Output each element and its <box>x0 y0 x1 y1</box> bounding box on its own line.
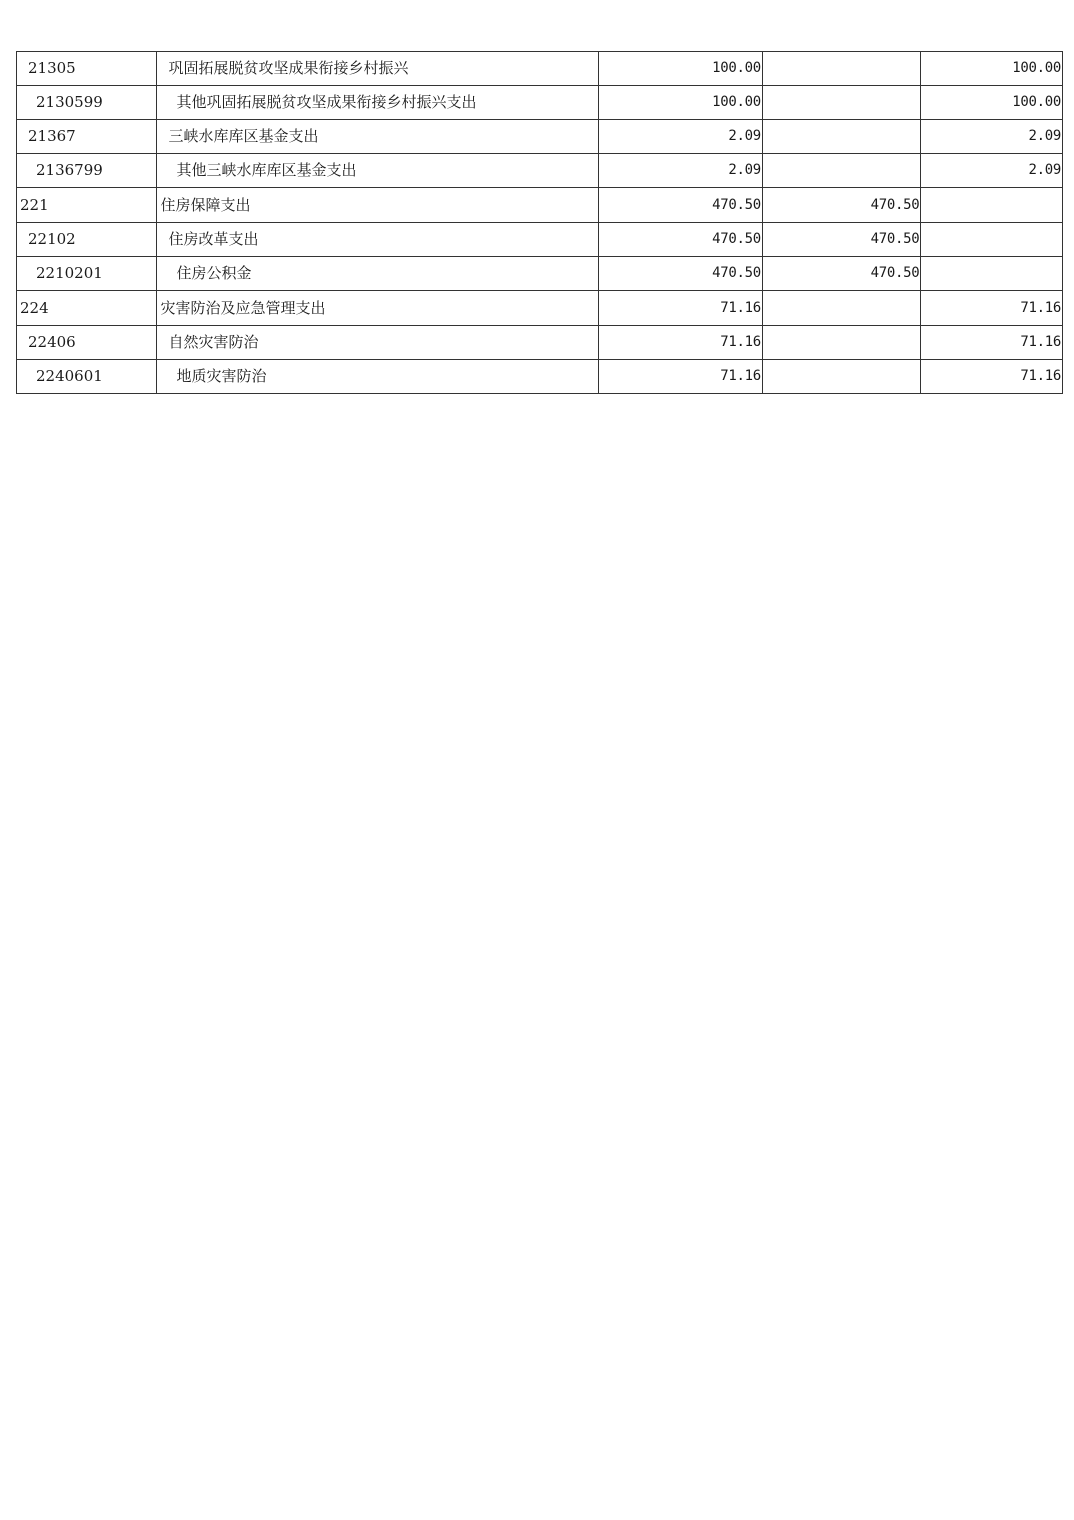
basic-expenditure-cell <box>762 52 921 86</box>
total-amount-cell: 100.00 <box>599 86 763 120</box>
subject-code-cell: 221 <box>17 188 157 223</box>
budget-expenditure-table <box>16 51 1063 394</box>
basic-expenditure-cell <box>762 360 921 394</box>
subject-name-cell: 其他巩固拓展脱贫攻坚成果衔接乡村振兴支出 <box>156 86 599 120</box>
project-expenditure-cell: 71.16 <box>921 326 1063 360</box>
table-row <box>17 257 1063 291</box>
project-expenditure-cell: 71.16 <box>921 291 1063 326</box>
basic-expenditure-cell <box>762 86 921 120</box>
table-row <box>17 154 1063 188</box>
table-row <box>17 188 1063 223</box>
table-row <box>17 52 1063 86</box>
project-expenditure-cell: 71.16 <box>921 360 1063 394</box>
total-amount-cell: 2.09 <box>599 120 763 154</box>
table-row <box>17 360 1063 394</box>
table-row <box>17 120 1063 154</box>
project-expenditure-cell <box>921 223 1063 257</box>
table-row <box>17 326 1063 360</box>
basic-expenditure-cell: 470.50 <box>762 257 921 291</box>
subject-name-cell: 住房改革支出 <box>156 223 599 257</box>
project-expenditure-cell: 2.09 <box>921 120 1063 154</box>
subject-code-cell: 2130599 <box>17 86 157 120</box>
subject-code-cell: 2210201 <box>17 257 157 291</box>
basic-expenditure-cell <box>762 326 921 360</box>
subject-name-cell: 灾害防治及应急管理支出 <box>156 291 599 326</box>
table-row <box>17 223 1063 257</box>
basic-expenditure-cell <box>762 154 921 188</box>
subject-code-cell: 21367 <box>17 120 157 154</box>
project-expenditure-cell: 2.09 <box>921 154 1063 188</box>
table-row <box>17 86 1063 120</box>
subject-code-cell: 2240601 <box>17 360 157 394</box>
total-amount-cell: 100.00 <box>599 52 763 86</box>
subject-code-cell: 21305 <box>17 52 157 86</box>
project-expenditure-cell <box>921 188 1063 223</box>
basic-expenditure-cell <box>762 120 921 154</box>
total-amount-cell: 71.16 <box>599 360 763 394</box>
subject-name-cell: 自然灾害防治 <box>156 326 599 360</box>
basic-expenditure-cell: 470.50 <box>762 223 921 257</box>
subject-name-cell: 住房公积金 <box>156 257 599 291</box>
table-body <box>17 52 1063 394</box>
project-expenditure-cell: 100.00 <box>921 86 1063 120</box>
basic-expenditure-cell <box>762 291 921 326</box>
subject-name-cell: 住房保障支出 <box>156 188 599 223</box>
subject-code-cell: 224 <box>17 291 157 326</box>
total-amount-cell: 470.50 <box>599 223 763 257</box>
subject-name-cell: 巩固拓展脱贫攻坚成果衔接乡村振兴 <box>156 52 599 86</box>
total-amount-cell: 470.50 <box>599 257 763 291</box>
project-expenditure-cell <box>921 257 1063 291</box>
table-row <box>17 291 1063 326</box>
subject-code-cell: 22102 <box>17 223 157 257</box>
subject-name-cell: 地质灾害防治 <box>156 360 599 394</box>
subject-name-cell: 其他三峡水库库区基金支出 <box>156 154 599 188</box>
subject-code-cell: 2136799 <box>17 154 157 188</box>
total-amount-cell: 2.09 <box>599 154 763 188</box>
basic-expenditure-cell: 470.50 <box>762 188 921 223</box>
project-expenditure-cell: 100.00 <box>921 52 1063 86</box>
subject-name-cell: 三峡水库库区基金支出 <box>156 120 599 154</box>
total-amount-cell: 71.16 <box>599 291 763 326</box>
total-amount-cell: 71.16 <box>599 326 763 360</box>
total-amount-cell: 470.50 <box>599 188 763 223</box>
subject-code-cell: 22406 <box>17 326 157 360</box>
